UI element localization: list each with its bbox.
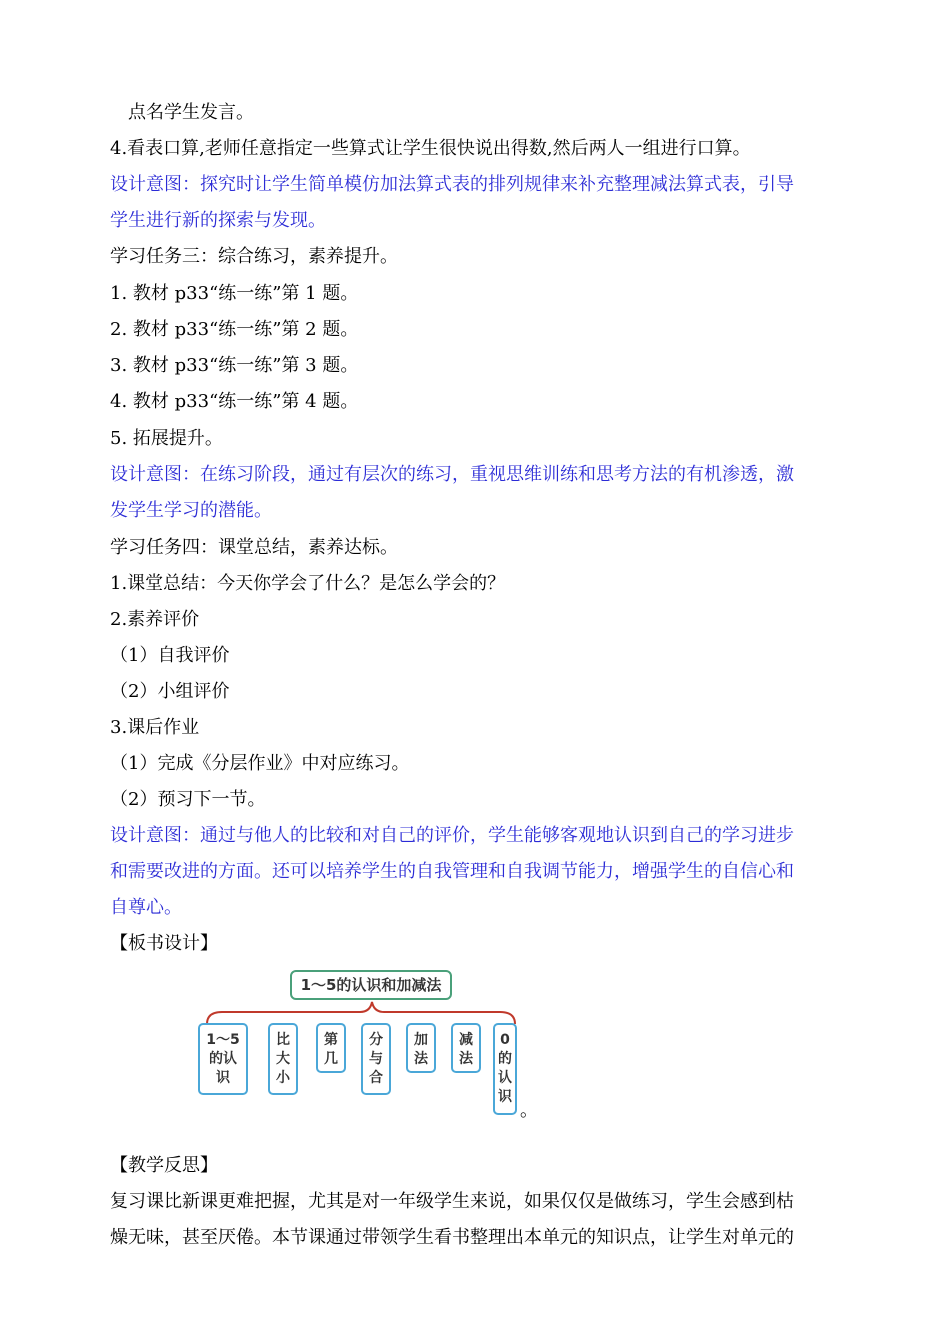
- text-line: 燥无味，甚至厌倦。本节课通过带领学生看书整理出本单元的知识点，让学生对单元的: [110, 1227, 794, 1248]
- section-heading: 【板书设计】: [110, 933, 218, 954]
- design-intent-line: 发学生学习的潜能。: [110, 500, 272, 521]
- board-title: 1～5的认识和加减法: [290, 970, 452, 1000]
- board-box: 1～5 的认 识: [198, 1023, 248, 1095]
- board-box: 分 与 合: [361, 1023, 391, 1095]
- board-box: 加 法: [406, 1023, 436, 1073]
- board-box: 第 几: [316, 1023, 346, 1073]
- section-heading: 【教学反思】: [110, 1155, 218, 1176]
- list-item: 3. 教材 p33“练一练”第 3 题。: [110, 355, 359, 376]
- list-item: （2）小组评价: [110, 681, 230, 702]
- list-item: 3.课后作业: [110, 717, 200, 738]
- design-intent-line: 设计意图：通过与他人的比较和对自己的评价，学生能够客观地认识到自己的学习进步: [110, 825, 794, 846]
- design-intent-line: 设计意图：在练习阶段，通过有层次的练习，重视思维训练和思考方法的有机渗透，激: [110, 464, 794, 485]
- design-intent-line: 设计意图：探究时让学生简单模仿加法算式表的排列规律来补充整理减法算式表，引导: [110, 174, 794, 195]
- board-box: 减 法: [451, 1023, 481, 1073]
- design-intent-line: 自尊心。: [110, 897, 182, 918]
- task-heading: 学习任务三：综合练习，素养提升。: [110, 246, 398, 267]
- list-item: 1. 教材 p33“练一练”第 1 题。: [110, 283, 359, 304]
- text-line: 复习课比新课更难把握，尤其是对一年级学生来说，如果仅仅是做练习，学生会感到枯: [110, 1191, 794, 1212]
- list-item: 4. 教材 p33“练一练”第 4 题。: [110, 391, 359, 412]
- list-item: （1）自我评价: [110, 645, 230, 666]
- list-item: 2.素养评价: [110, 609, 200, 630]
- task-heading: 学习任务四：课堂总结，素养达标。: [110, 537, 398, 558]
- list-item: （2）预习下一节。: [110, 789, 266, 810]
- list-item: 1.课堂总结：今天你学会了什么？是怎么学会的？: [110, 573, 506, 594]
- board-box: 比 大 小: [268, 1023, 298, 1095]
- board-box: 0 的 认 识: [493, 1023, 517, 1115]
- text-line: 点名学生发言。: [128, 102, 254, 123]
- list-item: 5. 拓展提升。: [110, 428, 223, 449]
- design-intent-line: 和需要改进的方面。还可以培养学生的自我管理和自我调节能力，增强学生的自信心和: [110, 861, 794, 882]
- design-intent-line: 学生进行新的探索与发现。: [110, 210, 326, 231]
- text-line: 4.看表口算,老师任意指定一些算式让学生很快说出得数,然后两人一组进行口算。: [110, 138, 751, 159]
- board-tail-period: 。: [520, 1100, 538, 1121]
- list-item: 2. 教材 p33“练一练”第 2 题。: [110, 319, 359, 340]
- list-item: （1）完成《分层作业》中对应练习。: [110, 753, 410, 774]
